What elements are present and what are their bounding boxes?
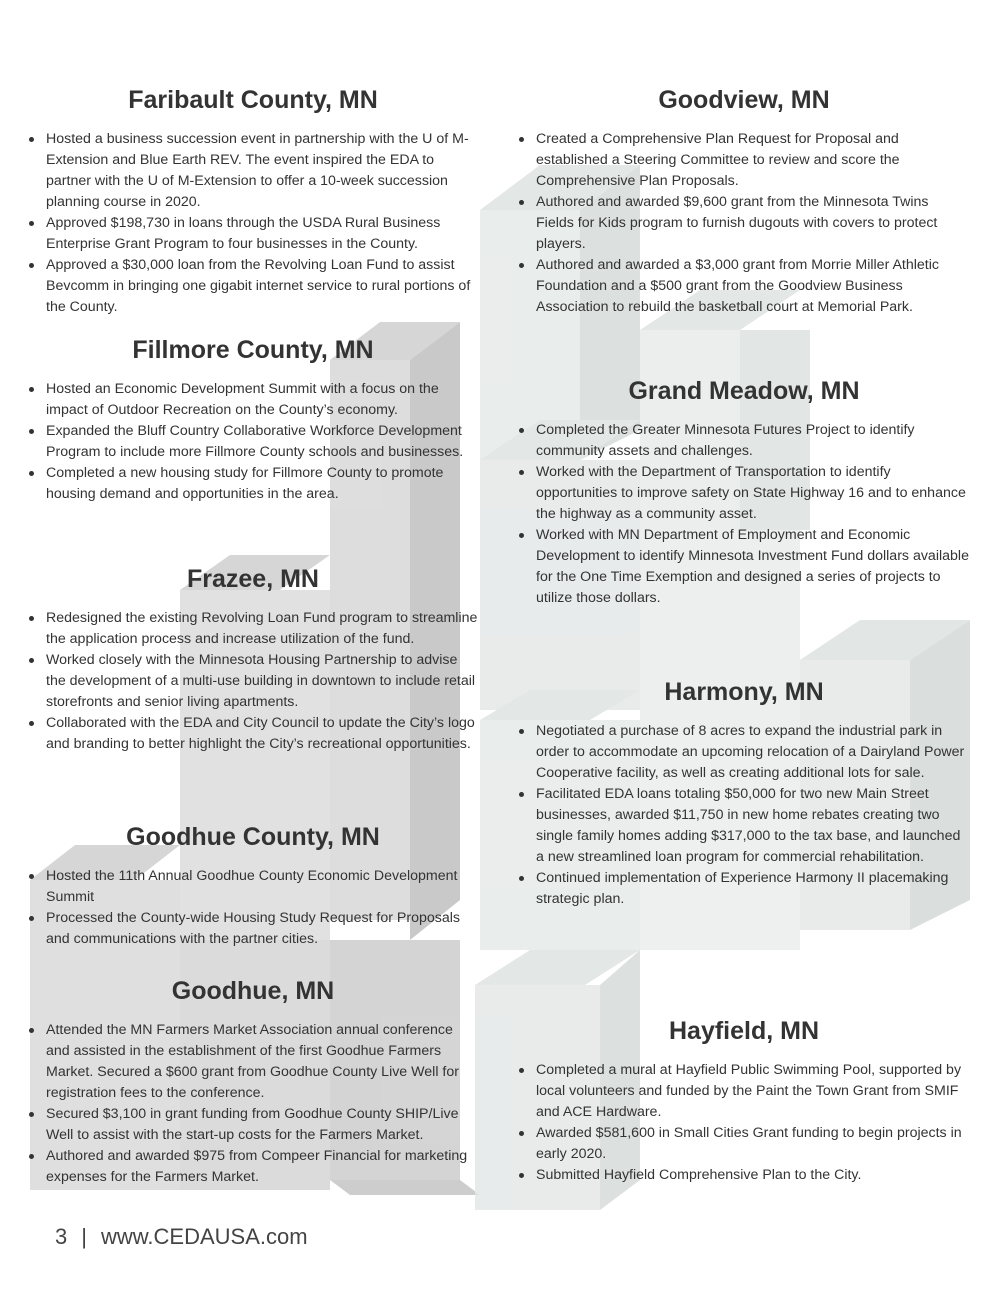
- list-item: Submitted Hayfield Comprehensive Plan to the City.: [518, 1165, 970, 1186]
- page-number: 3: [55, 1224, 68, 1249]
- section-fillmore-county: [28, 336, 478, 505]
- bullet-icon: [29, 721, 34, 726]
- list-item: Completed a new housing study for Fillmore County to promote housing demand and opportunities in the area.: [28, 463, 478, 505]
- bullet-icon: [29, 471, 34, 476]
- bullet-icon: [519, 137, 524, 142]
- section-title: Goodhue County, MN: [126, 823, 380, 851]
- bullet-icon: [29, 874, 34, 879]
- bullet-icon: [519, 792, 524, 797]
- bullet-list: [518, 721, 970, 910]
- list-item: Attended the MN Farmers Market Association annual conference and assisted in the establishment of the first Goodhue Farmers Market. Secured a $600 grant from Goodhue County Live Well for registration fees to the conference.: [28, 1020, 478, 1104]
- list-item: Continued implementation of Experience Harmony II placemaking strategic plan.: [518, 868, 970, 910]
- bullet-list: [518, 129, 970, 318]
- section-title: Goodhue, MN: [171, 977, 335, 1005]
- bullet-icon: [519, 1131, 524, 1136]
- list-item: Awarded $581,600 in Small Cities Grant funding to begin projects in early 2020.: [518, 1123, 970, 1165]
- bullet-icon: [29, 1028, 34, 1033]
- bullet-icon: [519, 1068, 524, 1073]
- list-item: Hosted an Economic Development Summit with a focus on the impact of Outdoor Recreation on the County’s economy.: [28, 379, 478, 421]
- list-item: Completed the Greater Minnesota Futures Project to identify community assets and challenges.: [518, 420, 970, 462]
- list-item: Created a Comprehensive Plan Request for Proposal and established a Steering Committee to review and score the Comprehensive Plan Proposals.: [518, 129, 970, 192]
- bullet-icon: [29, 137, 34, 142]
- section-harmony: [518, 678, 970, 910]
- list-item: Negotiated a purchase of 8 acres to expand the industrial park in order to accommodate an upcoming relocation of a Dairyland Power Cooperative facility, as well as creating additional lots for sale.: [518, 721, 970, 784]
- list-item: Authored and awarded $9,600 grant from the Minnesota Twins Fields for Kids program to furnish dugouts with covers to protect players.: [518, 192, 970, 255]
- section-faribault-county: [28, 86, 478, 318]
- bullet-list: [28, 1020, 478, 1188]
- list-item: Facilitated EDA loans totaling $50,000 for two new Main Street businesses, awarded $11,750 in new home rebates creating two single family homes adding $317,000 to the tax base, and launched a new streamlined loan program for commercial rehabilitation.: [518, 784, 970, 868]
- list-item: Worked with the Department of Transportation to identify opportunities to improve safety on State Highway 16 and to enhance the highway as a community asset.: [518, 462, 970, 525]
- bullet-list: [518, 1060, 970, 1186]
- bullet-icon: [29, 387, 34, 392]
- section-title: Faribault County, MN: [128, 86, 378, 114]
- list-item: Hosted the 11th Annual Goodhue County Economic Development Summit: [28, 866, 478, 908]
- footer-separator: |: [81, 1224, 87, 1249]
- section-title: Fillmore County, MN: [132, 336, 374, 364]
- page-footer: [55, 1224, 308, 1250]
- list-item: Worked closely with the Minnesota Housing Partnership to advise the development of a multi-use building in downtown to include retail storefronts and senior living apartments.: [28, 650, 478, 713]
- section-frazee: [28, 565, 478, 755]
- bullet-list: [28, 379, 478, 505]
- bullet-icon: [519, 876, 524, 881]
- bullet-icon: [29, 221, 34, 226]
- list-item: Approved a $30,000 loan from the Revolving Loan Fund to assist Bevcomm in bringing one gigabit internet service to rural portions of the County.: [28, 255, 478, 318]
- bullet-icon: [519, 200, 524, 205]
- list-item: Expanded the Bluff Country Collaborative Workforce Development Program to include more Fillmore County schools and businesses.: [28, 421, 478, 463]
- bullet-icon: [519, 428, 524, 433]
- bullet-icon: [29, 1154, 34, 1159]
- bullet-icon: [519, 263, 524, 268]
- bullet-icon: [29, 1112, 34, 1117]
- website-link[interactable]: www.CEDAUSA.com: [100, 1224, 308, 1249]
- bullet-icon: [29, 263, 34, 268]
- bullet-icon: [519, 729, 524, 734]
- list-item: Secured $3,100 in grant funding from Goodhue County SHIP/Live Well to assist with the start-up costs for the Farmers Market.: [28, 1104, 478, 1146]
- list-item: Authored and awarded a $3,000 grant from Morrie Miller Athletic Foundation and a $500 grant from the Goodview Business Association to rebuild the basketball court at Memorial Park.: [518, 255, 970, 318]
- section-goodhue-county: [28, 823, 478, 950]
- bullet-icon: [519, 533, 524, 538]
- section-goodview: [518, 86, 970, 318]
- bullet-list: [28, 129, 478, 318]
- list-item: Worked with MN Department of Employment and Economic Development to identify Minnesota Investment Fund dollars available for the One Time Exemption and designed a series of projects to utilize those dollars.: [518, 525, 970, 609]
- bullet-list: [518, 420, 970, 609]
- section-grand-meadow: [518, 377, 970, 609]
- list-item: Hosted a business succession event in partnership with the U of M-Extension and Blue Earth REV. The event inspired the EDA to partner with the U of M-Extension to offer a 10-week succession planning course in 2020.: [28, 129, 478, 213]
- list-item: Redesigned the existing Revolving Loan Fund program to streamline the application process and increase utilization of the fund.: [28, 608, 478, 650]
- section-title: Grand Meadow, MN: [628, 377, 860, 405]
- bullet-icon: [29, 616, 34, 621]
- list-item: Processed the County-wide Housing Study Request for Proposals and communications with the partner cities.: [28, 908, 478, 950]
- section-hayfield: [518, 1017, 970, 1186]
- list-item: Completed a mural at Hayfield Public Swimming Pool, supported by local volunteers and funded by the Paint the Town Grant from SMIF and ACE Hardware.: [518, 1060, 970, 1123]
- bullet-icon: [29, 429, 34, 434]
- bullet-list: [28, 608, 478, 755]
- list-item: Collaborated with the EDA and City Council to update the City’s logo and branding to better highlight the City’s recreational opportunities.: [28, 713, 478, 755]
- bullet-icon: [519, 1173, 524, 1178]
- section-title: Frazee, MN: [187, 565, 319, 593]
- section-goodhue: [28, 977, 478, 1188]
- section-title: Hayfield, MN: [668, 1017, 820, 1045]
- bullet-icon: [29, 658, 34, 663]
- section-title: Harmony, MN: [664, 678, 824, 706]
- list-item: Approved $198,730 in loans through the USDA Rural Business Enterprise Grant Program to four businesses in the County.: [28, 213, 478, 255]
- bullet-list: [28, 866, 478, 950]
- bullet-icon: [29, 916, 34, 921]
- section-title: Goodview, MN: [658, 86, 830, 114]
- bullet-icon: [519, 470, 524, 475]
- list-item: Authored and awarded $975 from Compeer Financial for marketing expenses for the Farmers Market.: [28, 1146, 478, 1188]
